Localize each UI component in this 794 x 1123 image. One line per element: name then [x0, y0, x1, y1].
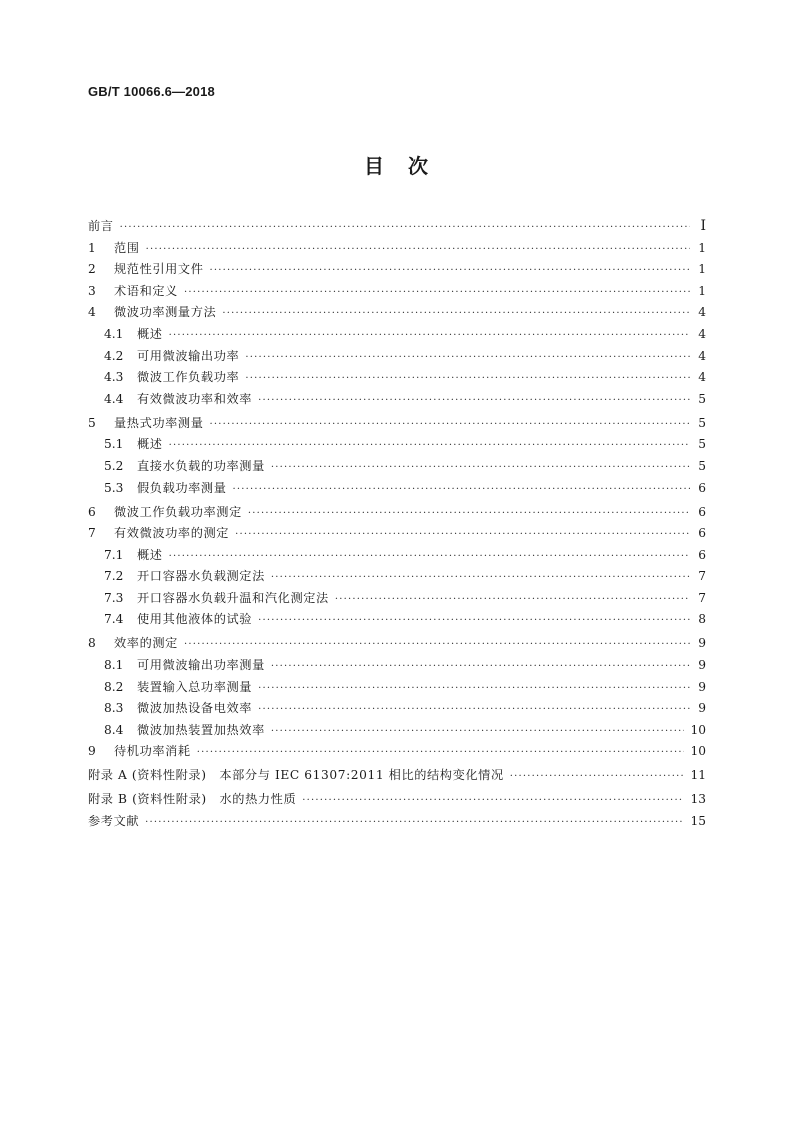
dot-leader	[184, 634, 690, 656]
toc-label: 附录 A (资料性附录) 本部分与 IEC 61307:2011 相比的结构变化情况	[88, 768, 504, 783]
toc-page: 6	[698, 504, 706, 519]
dot-leader	[271, 457, 690, 479]
toc-label: 规范性引用文件	[114, 262, 204, 277]
toc-number: 4.4	[104, 391, 124, 406]
dot-leader	[271, 656, 690, 678]
toc-page: 1	[698, 262, 706, 277]
toc-number: 7.3	[104, 590, 124, 605]
toc-label: 术语和定义	[114, 283, 178, 298]
toc-page: 11	[690, 768, 706, 783]
toc-entry[interactable]	[88, 434, 706, 456]
toc-page: 8	[698, 612, 706, 627]
toc-entry[interactable]	[88, 367, 706, 389]
toc-page: 6	[698, 480, 706, 495]
toc-page: 5	[698, 415, 706, 430]
toc-page: 9	[698, 679, 706, 694]
toc-number: 4	[88, 305, 96, 320]
toc-entry[interactable]	[88, 633, 706, 655]
toc-page: 5	[698, 458, 706, 473]
toc-label: 可用微波输出功率测量	[137, 658, 265, 673]
toc-number: 8.2	[104, 679, 124, 694]
toc-entry[interactable]	[88, 478, 706, 500]
toc-label: 假负载功率测量	[137, 480, 227, 495]
toc-label: 微波工作负载功率	[137, 370, 240, 385]
dot-leader	[302, 790, 684, 812]
dot-leader	[169, 546, 690, 568]
toc-label: 可用微波输出功率	[137, 348, 240, 363]
dot-leader	[245, 368, 690, 390]
toc-page: 5	[698, 437, 706, 452]
toc-number: 7.1	[104, 547, 124, 562]
dot-leader	[146, 239, 690, 261]
toc-number: 8.4	[104, 722, 124, 737]
toc-page: 4	[698, 370, 706, 385]
dot-leader	[184, 282, 690, 304]
toc-number: 2	[88, 262, 96, 277]
toc-label: 待机功率消耗	[114, 744, 191, 759]
toc-number: 8	[88, 636, 96, 651]
toc-label: 微波工作负载功率测定	[114, 504, 242, 519]
toc-page: 7	[698, 590, 706, 605]
dot-leader	[245, 347, 690, 369]
dot-leader	[258, 678, 690, 700]
dot-leader	[210, 414, 690, 436]
toc-page: Ⅰ	[700, 218, 706, 234]
toc-page: 9	[698, 658, 706, 673]
toc-entry[interactable]	[88, 523, 706, 545]
toc-entry[interactable]	[88, 346, 706, 368]
toc-number: 3	[88, 283, 96, 298]
toc-label: 有效微波功率和效率	[137, 391, 253, 406]
toc-number: 1	[88, 240, 96, 255]
dot-leader	[169, 325, 690, 347]
toc-label: 附录 B (资料性附录) 水的热力性质	[88, 792, 297, 807]
toc-number: 4.3	[104, 370, 124, 385]
toc-page: 4	[698, 305, 706, 320]
toc-number: 5.2	[104, 458, 124, 473]
dot-leader	[233, 479, 690, 501]
toc-entry[interactable]	[88, 302, 706, 324]
toc-entry[interactable]	[88, 389, 706, 411]
page-title: 目 次	[364, 154, 430, 178]
toc-number: 6	[88, 504, 96, 519]
toc-entry[interactable]	[88, 566, 706, 588]
toc-label: 开口容器水负载升温和汽化测定法	[137, 590, 329, 605]
toc-page: 4	[698, 348, 706, 363]
toc-entry[interactable]	[88, 811, 706, 833]
dot-leader	[248, 503, 690, 525]
toc-entry[interactable]	[88, 456, 706, 478]
dot-leader	[145, 812, 684, 834]
toc-page: 10	[690, 744, 706, 759]
toc-entry[interactable]	[88, 588, 706, 610]
toc-label: 概述	[137, 547, 163, 562]
dot-leader	[120, 217, 690, 239]
toc-label: 有效微波功率的测定	[114, 526, 230, 541]
dot-leader	[258, 390, 690, 412]
toc-page: 15	[690, 813, 706, 828]
toc-entry[interactable]	[88, 545, 706, 567]
toc-label: 效率的测定	[114, 636, 178, 651]
toc-entry[interactable]	[88, 677, 706, 699]
toc-entry[interactable]	[88, 765, 706, 787]
toc-label: 参考文献	[88, 813, 140, 828]
toc-page: 1	[698, 283, 706, 298]
toc-page: 7	[698, 569, 706, 584]
dot-leader	[258, 610, 690, 632]
dot-leader	[197, 742, 685, 764]
toc-number: 5.3	[104, 480, 124, 495]
dot-leader	[169, 435, 690, 457]
toc-entry[interactable]	[88, 413, 706, 435]
toc-label: 微波加热装置加热效率	[137, 722, 265, 737]
toc-number: 9	[88, 744, 96, 759]
toc-number: 8.3	[104, 701, 124, 716]
dot-leader	[271, 721, 685, 743]
toc-number: 5	[88, 415, 96, 430]
toc-page: 10	[690, 722, 706, 737]
toc-label: 使用其他液体的试验	[137, 612, 253, 627]
dot-leader	[510, 766, 685, 788]
toc-entry[interactable]	[88, 655, 706, 677]
toc-label: 范围	[114, 240, 140, 255]
toc-label: 微波功率测量方法	[114, 305, 217, 320]
toc-number: 4.2	[104, 348, 124, 363]
toc-entry[interactable]	[88, 698, 706, 720]
toc-page: 13	[690, 792, 706, 807]
toc-entry[interactable]	[88, 238, 706, 260]
toc-number: 5.1	[104, 437, 124, 452]
table-of-contents	[88, 216, 706, 833]
toc-entry[interactable]	[88, 502, 706, 524]
toc-entry[interactable]	[88, 281, 706, 303]
dot-leader	[222, 303, 690, 325]
toc-entry[interactable]	[88, 741, 706, 763]
toc-label: 概述	[137, 326, 163, 341]
toc-page: 6	[698, 526, 706, 541]
toc-label: 装置输入总功率测量	[137, 679, 253, 694]
toc-number: 8.1	[104, 658, 124, 673]
toc-entry[interactable]	[88, 609, 706, 631]
dot-leader	[335, 589, 690, 611]
toc-entry[interactable]	[88, 216, 706, 238]
toc-number: 7.2	[104, 569, 124, 584]
dot-leader	[271, 567, 690, 589]
toc-label: 量热式功率测量	[114, 415, 204, 430]
toc-label: 开口容器水负载测定法	[137, 569, 265, 584]
toc-entry[interactable]	[88, 324, 706, 346]
standard-code: GB/T 10066.6—2018	[88, 84, 215, 99]
toc-page: 9	[698, 701, 706, 716]
toc-page: 1	[698, 240, 706, 255]
toc-label: 前言	[88, 219, 114, 233]
toc-entry[interactable]	[88, 259, 706, 281]
toc-page: 5	[698, 391, 706, 406]
toc-page: 4	[698, 326, 706, 341]
toc-number: 4.1	[104, 326, 124, 341]
toc-entry[interactable]	[88, 789, 706, 811]
toc-label: 微波加热设备电效率	[137, 701, 253, 716]
toc-number: 7	[88, 526, 96, 541]
toc-label: 概述	[137, 437, 163, 452]
toc-number: 7.4	[104, 612, 124, 627]
dot-leader	[210, 260, 690, 282]
dot-leader	[258, 699, 690, 721]
toc-page: 6	[698, 547, 706, 562]
toc-label: 直接水负载的功率测量	[137, 458, 265, 473]
dot-leader	[235, 524, 690, 546]
toc-page: 9	[698, 636, 706, 651]
toc-entry[interactable]	[88, 720, 706, 742]
